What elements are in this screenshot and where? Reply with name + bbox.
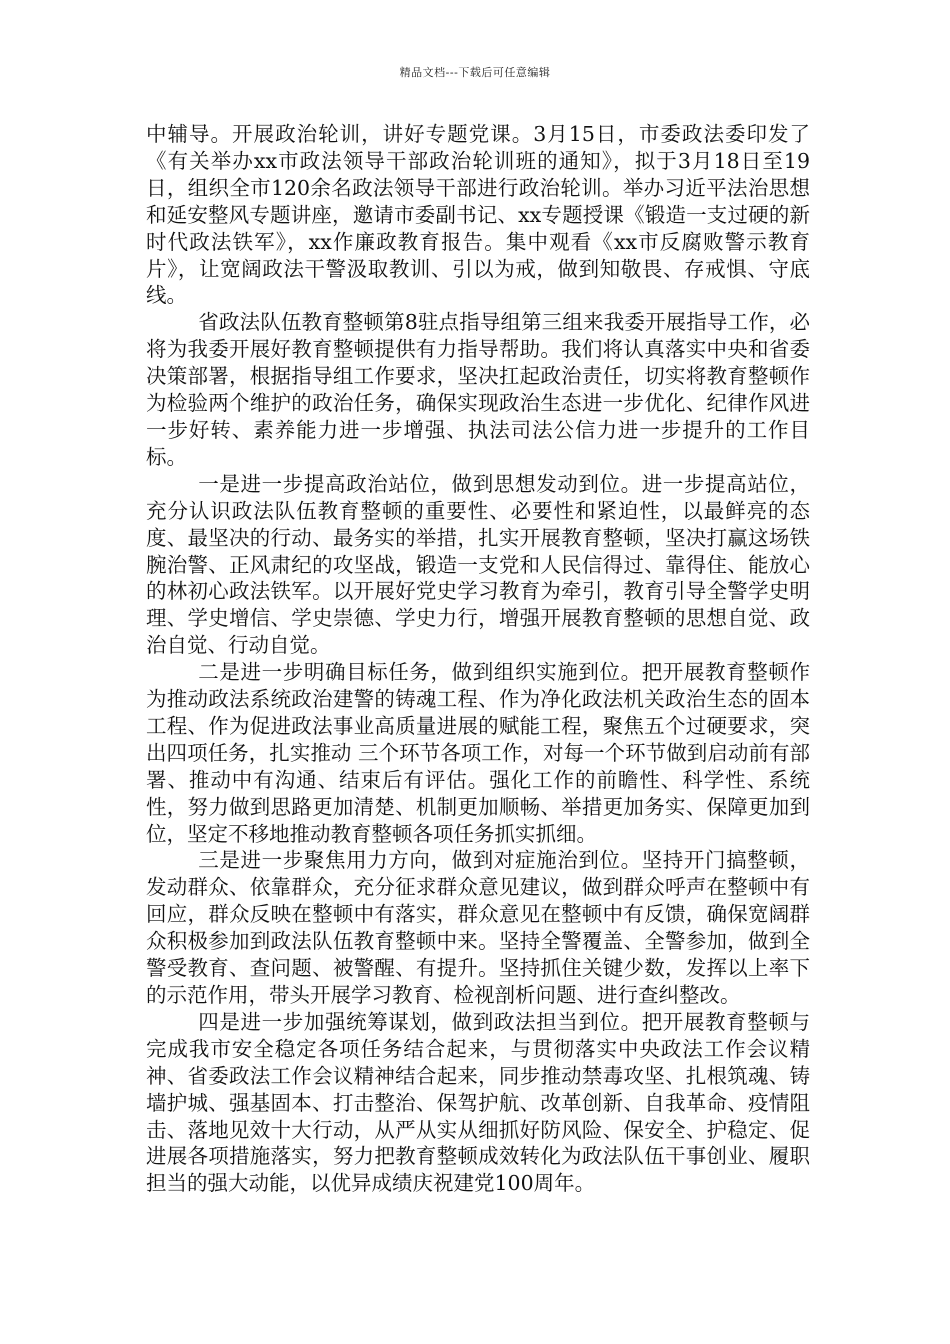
paragraph: 一是进一步提高政治站位，做到思想发动到位。进一步提高站位，充分认识政法队伍教育整顿的重要性、必要性和紧迫性，以最鲜亮的态度、最坚决的行动、最务实的举措，扎实开展教育整顿，坚决打赢这场铁腕治警、正风肃纪的攻坚战，锻造一支党和人民信得过、靠得住、能放心的林初心政法铁军。以开展好党史学习教育为牵引，教育引导全警学史明理、学史增信、学史崇德、学史力行，增强开展教育整顿的思想自觉、政治自觉、行动自觉。 (146, 471, 810, 658)
paragraph: 三是进一步聚焦用力方向，做到对症施治到位。坚持开门搞整顿，发动群众、依靠群众，充分征求群众意见建议，做到群众呼声在整顿中有回应，群众反映在整顿中有落实，群众意见在整顿中有反馈，确保宽阔群众积极参加到政法队伍教育整顿中来。坚持全警覆盖、全警参加，做到全警受教育、查问题、被警醒、有提升。坚持抓住关键少数，发挥以上率下的示范作用，带头开展学习教育、检视剖析问题、进行查纠整改。 (146, 848, 810, 1007)
paragraph: 四是进一步加强统筹谋划，做到政法担当到位。把开展教育整顿与完成我市安全稳定各项任务结合起来，与贯彻落实中央政法工作会议精神、省委政法工作会议精神结合起来，同步推动禁毒攻坚、扎根筑魂、铸墙护城、强基固本、打击整治、保驾护航、改革创新、自我革命、疫情阻击、落地见效十大行动，从严从实从细抓好防风险、保安全、护稳定、促进展各项措施落实，努力把教育整顿成效转化为政法队伍干事创业、履职担当的强大动能，以优异成绩庆祝建党100周年。 (146, 1009, 810, 1196)
paragraph: 中辅导。开展政治轮训，讲好专题党课。3月15日，市委政法委印发了《有关举办xx市政法领导干部政治轮训班的通知》，拟于3月18日至19日，组织全市120余名政法领导干部进行政治轮训。举办习近平法治思想和延安整风专题讲座，邀请市委副书记、xx专题授课《锻造一支过硬的新时代政法铁军》，xx作廉政教育报告。集中观看《xx市反腐败警示教育片》，让宽阔政法干警汲取教训、引以为戒，做到知敬畏、存戒惧、守底线。 (146, 122, 810, 308)
paragraph: 二是进一步明确目标任务，做到组织实施到位。把开展教育整顿作为推动政法系统政治建警的铸魂工程、作为净化政法机关政治生态的固本工程、作为促进政法事业高质量进展的赋能工程，聚焦五个过硬要求，突出四项任务，扎实推动 三个环节各项工作，对每一个环节做到启动前有部署、推动中有沟通、结束后有评估。强化工作的前瞻性、科学性、系统性，努力做到思路更加清楚、机制更加顺畅、举措更加务实、保障更加到位，坚定不移地推动教育整顿各项任务抓实抓细。 (146, 660, 810, 846)
paragraph: 省政法队伍教育整顿第8驻点指导组第三组来我委开展指导工作，必将为我委开展好教育整顿提供有力指导帮助。我们将认真落实中央和省委决策部署，根据指导组工作要求，坚决扛起政治责任，切实将教育整顿作为检验两个维护的政治任务，确保实现政治生态进一步优化、纪律作风进一步好转、素养能力进一步增强、执法司法公信力进一步提升的工作目标。 (146, 310, 810, 469)
page-header: 精品文档---下载后可任意编辑 (399, 66, 551, 79)
document-body (146, 121, 810, 1197)
